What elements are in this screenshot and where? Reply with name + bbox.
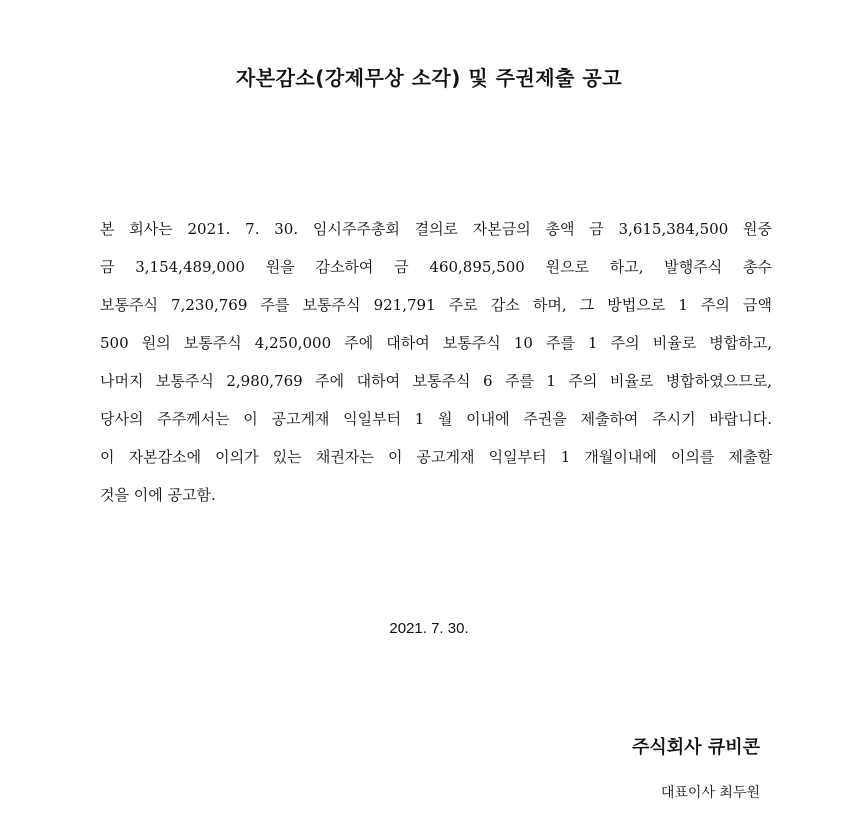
notice-body-line: 당사의 주주께서는 이 공고게재 익일부터 1 월 이내에 주권을 제출하여 주시기 바랍니다. xyxy=(100,410,772,428)
notice-body-line: 500 원의 보통주식 4,250,000 주에 대하여 보통주식 10 주를 1 주의 비율로 병합하고, xyxy=(100,334,772,352)
notice-body-line: 나머지 보통주식 2,980,769 주에 대하여 보통주식 6 주를 1 주의 비율로 병합하였으므로, xyxy=(100,372,772,390)
representative-name: 대표이사 최두원 xyxy=(660,785,760,801)
notice-body-line: 이 자본감소에 이의가 있는 채권자는 이 공고게재 익일부터 1 개월이내에 이의를 제출할 xyxy=(100,448,772,466)
company-name: 주식회사 큐비콘 xyxy=(632,737,760,758)
notice-body-line: 보통주식 7,230,769 주를 보통주식 921,791 주로 감소 하며, 그 방법으로 1 주의 금액 xyxy=(100,296,772,314)
notice-body-line: 본 회사는 2021. 7. 30. 임시주주총회 결의로 자본금의 총액 금 3,615,384,500 원중 xyxy=(100,220,772,238)
notice-body-line: 금 3,154,489,000 원을 감소하여 금 460,895,500 원으로 하고, 발행주식 총수 xyxy=(100,258,772,276)
notice-body-line: 것을 이에 공고함. xyxy=(100,486,216,504)
notice-date: 2021. 7. 30. xyxy=(389,620,469,637)
notice-body xyxy=(100,210,772,514)
notice-title: 자본감소(강제무상 소각) 및 주권제출 공고 xyxy=(235,66,623,90)
